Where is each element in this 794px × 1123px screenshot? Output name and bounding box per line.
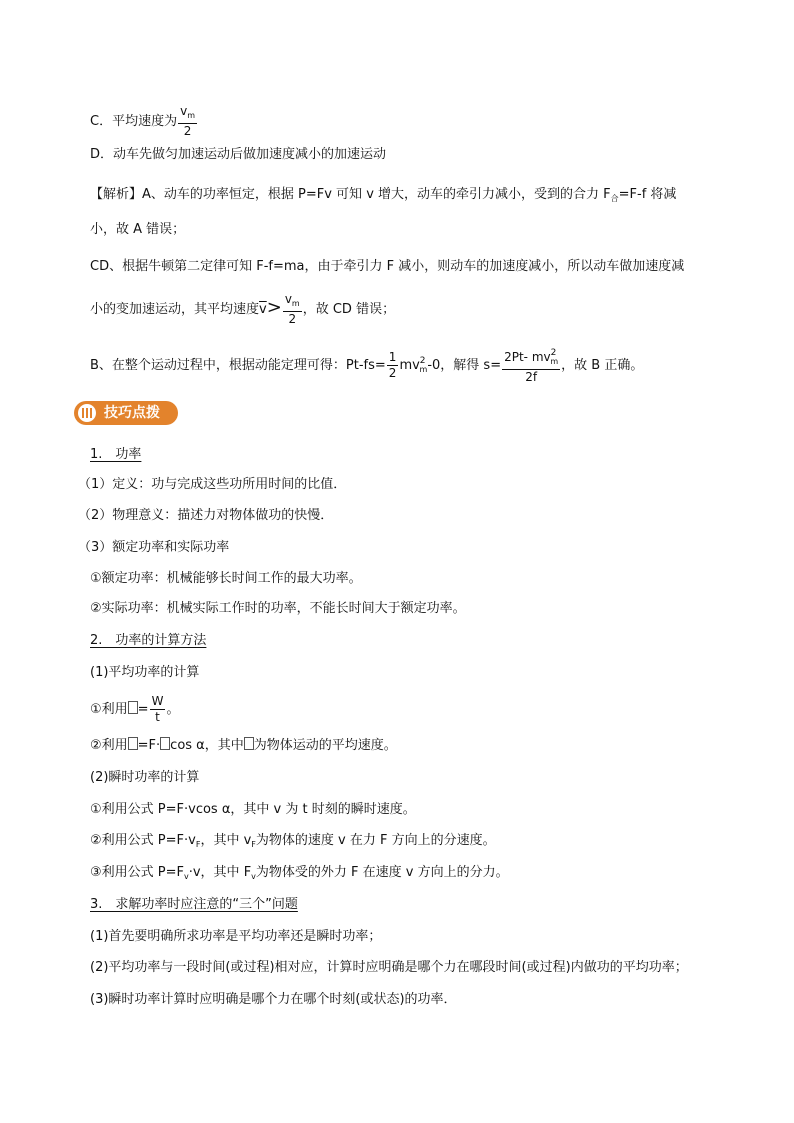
section-2-avg-title: (1)平均功率的计算 xyxy=(90,665,200,680)
analysis-line-3: CD、根据牛顿第二定律可知 F-f=ma，由于牵引力 F 减小，则动车的加速度减小，所以动车做加速度减 xyxy=(90,259,685,274)
tips-badge xyxy=(74,401,178,425)
section-1-title: 1. 功率 xyxy=(90,447,142,462)
analysis-vm-fraction: $\frac{v_m}{2}$ xyxy=(284,292,300,326)
tips-badge-label: 技巧点拨 xyxy=(104,405,160,421)
section-1-actual: ②实际功率：机械实际工作时的功率，不能长时间大于额定功率。 xyxy=(90,601,466,616)
section-2-title: 2. 功率的计算方法 xyxy=(90,633,207,648)
section-2-inst-1: ①利用公式 P=F·vcos α，其中 v 为 t 时刻的瞬时速度。 xyxy=(90,802,416,817)
option-c-fraction: $\frac{v_m}{2}$ xyxy=(180,104,195,138)
book-icon xyxy=(78,404,96,422)
section-1-rated-title: （3）额定功率和实际功率 xyxy=(78,540,230,555)
analysis-line-1: 【解析】A、动车的功率恒定，根据 P=Fv 可知 v 增大，动车的牵引力减小，受到的合力 $F_合=F-f$ 将减 xyxy=(90,187,677,203)
missing-glyph-box xyxy=(128,701,138,714)
option-d: D．动车先做匀加速运动后做加速度减小的加速运动 xyxy=(90,147,387,162)
section-1-meaning: （2）物理意义：描述力对物体做功的快慢． xyxy=(78,508,334,523)
analysis-line-5: B、在整个运动过程中，根据动能定理可得：Pt-fs= $\frac{1}{2}$ $mv^2_m-0$，解得 s= $\frac{2Pt- mv^2_m}{2f}$ ，故 B 正确。 xyxy=(90,348,644,384)
section-2-inst-title: (2)瞬时功率的计算 xyxy=(90,770,200,785)
half-fraction: $\frac{1}{2}$ xyxy=(388,350,397,380)
section-2-inst-3: ③利用公式 $P=F_v\cdot v$，其中 $F_v$为物体受的外力 F 在速度 v 方向上的分力。 xyxy=(90,865,509,881)
missing-glyph-box xyxy=(244,737,254,750)
section-3-point-3: (3)瞬时功率计算时应明确是哪个力在哪个时刻(或状态)的功率． xyxy=(90,992,457,1007)
section-3-point-2: (2)平均功率与一段时间(或过程)相对应，计算时应明确是哪个力在哪段时间(或过程)内做功的平均功率； xyxy=(90,960,688,975)
section-2-avg-2: ②利用 =F· cos α，其中 为物体运动的平均速度。 xyxy=(90,738,397,753)
analysis-line-2: 小，故 A 错误； xyxy=(90,222,186,237)
option-c: C．平均速度为 $\frac{v_m}{2}$ xyxy=(90,104,195,138)
section-2-inst-2: ②利用公式 $P=F\cdot v_F$，其中 $v_F$为物体的速度 v 在力 F 方向上的分速度。 xyxy=(90,833,496,849)
missing-glyph-box xyxy=(160,737,170,750)
section-3-point-1: (1)首先要明确所求功率是平均功率还是瞬时功率； xyxy=(90,929,382,944)
section-1-rated: ①额定功率：机械能够长时间工作的最大功率。 xyxy=(90,571,362,586)
missing-glyph-box xyxy=(128,737,138,750)
s-fraction: $\frac{2Pt- mv^2_m}{2f}$ xyxy=(504,348,559,384)
w-over-t-fraction: $\frac{W}{t}$ xyxy=(151,694,164,724)
section-3-title: 3. 求解功率时应注意的“三个”问题 xyxy=(90,897,298,912)
section-1-definition: （1）定义：功与完成这些功所用时间的比值． xyxy=(78,477,347,492)
section-2-avg-1: ①利用 = $\frac{W}{t}$ 。 xyxy=(90,694,180,724)
analysis-line-4: 小的变加速运动，其平均速度$\overline{v}>$ $\frac{v_m}{2}$ ，故 CD 错误； xyxy=(90,292,396,326)
